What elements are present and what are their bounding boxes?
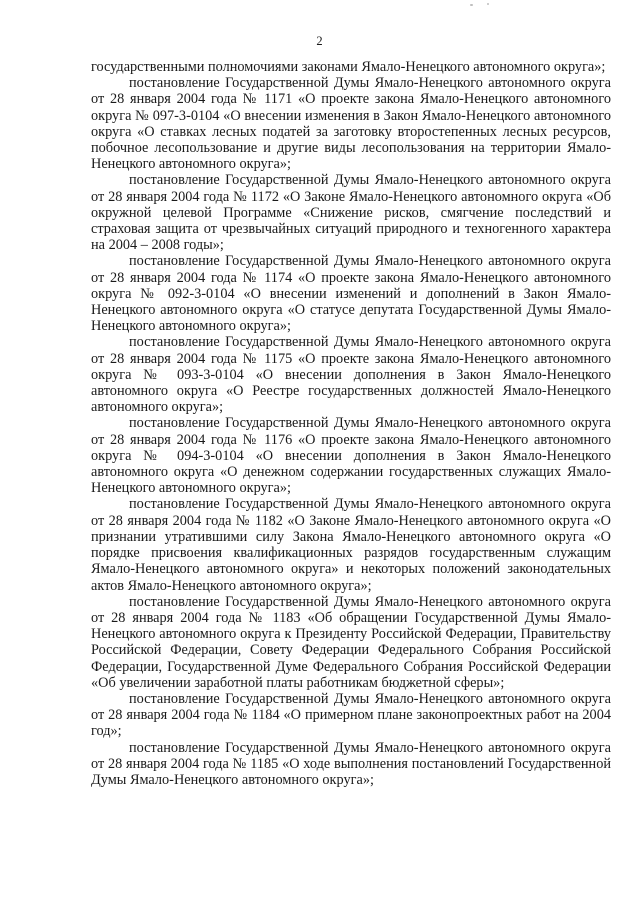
- paragraph: постановление Государственной Думы Ямало-Ненецкого автономного округа от 28 января 2004 года № 1184 «О примерном плане законопроектных работ на 2004 год»;: [91, 690, 611, 740]
- page-number: 2: [316, 34, 323, 48]
- paragraph: постановление Государственной Думы Ямало-Ненецкого автономного округа от 28 января 2004 года № 1175 «О проекте закона Ямало-Ненецкого автономного округа № 093-3-0104 «О внесении дополнения в Закон Ямало-Ненецкого автономного округа «О Реестре государственных должностей Ямало-Ненецкого автономного округа»;: [91, 334, 611, 416]
- paragraph: постановление Государственной Думы Ямало-Ненецкого автономного округа от 28 января 2004 года № 1185 «О ходе выполнения постановлений Государственной Думы Ямало-Ненецкого автономного округа»;: [91, 739, 611, 788]
- document-body: [91, 59, 611, 788]
- paragraph: постановление Государственной Думы Ямало-Ненецкого автономного округа от 28 января 2004 года № 1172 «О Законе Ямало-Ненецкого автономного округа «Об окружной целевой Программе «Снижение рисков, смягчение последствий и страховая защита от чрезвычайных ситуаций природного и техногенного характера на 2004 – 2008 годы»;: [91, 172, 611, 254]
- paragraph: постановление Государственной Думы Ямало-Ненецкого автономного округа от 28 января 2004 года № 1171 «О проекте закона Ямало-Ненецкого автономного округа № 097-3-0104 «О внесении изменения в Закон Ямало-Ненецкого автономного округа «О ставках лесных податей за заготовку второстепенных лесных ресурсов, побочное лесопользование и другие виды лесопользования на территории Ямало-Ненецкого автономного округа»;: [91, 75, 611, 173]
- paragraph: постановление Государственной Думы Ямало-Ненецкого автономного округа от 28 января 2004 года № 1182 «О Законе Ямало-Ненецкого автономного округа «О признании утратившими силу Закона Ямало-Ненецкого автономного округа «О порядке присвоения квалификационных разрядов государственным служащим Ямало-Ненецкого автономного округа» и некоторых положений законодательных актов Ямало-Ненецкого автономного округа»;: [91, 496, 611, 594]
- paragraph: постановление Государственной Думы Ямало-Ненецкого автономного округа от 28 января 2004 года № 1174 «О проекте закона Ямало-Ненецкого автономного округа № 092-3-0104 «О внесении изменений и дополнений в Закон Ямало-Ненецкого автономного округа «О статусе депутата Государственной Думы Ямало-Ненецкого автономного округа»;: [91, 253, 611, 335]
- scan-speck: [470, 4, 473, 6]
- paragraph: постановление Государственной Думы Ямало-Ненецкого автономного округа от 28 января 2004 года № 1176 «О проекте закона Ямало-Ненецкого автономного округа № 094-3-0104 «О внесении дополнения в Закон Ямало-Ненецкого автономного округа «О денежном содержании государственных служащих Ямало-Ненецкого автономного округа»;: [91, 415, 611, 497]
- paragraph: постановление Государственной Думы Ямало-Ненецкого автономного округа от 28 января 2004 года № 1183 «Об обращении Государственной Думы Ямало-Ненецкого автономного округа к Президенту Российской Федерации, Правительству Российской Федерации, Совету Федерации Федерального Собрания Российской Федерации, Государственной Думе Федерального Собрания Российской Федерации «Об увеличении заработной платы работникам бюджетной сферы»;: [91, 593, 611, 691]
- scan-speck: [487, 3, 489, 5]
- paragraph: государственными полномочиями законами Ямало-Ненецкого автономного округа»;: [91, 59, 606, 75]
